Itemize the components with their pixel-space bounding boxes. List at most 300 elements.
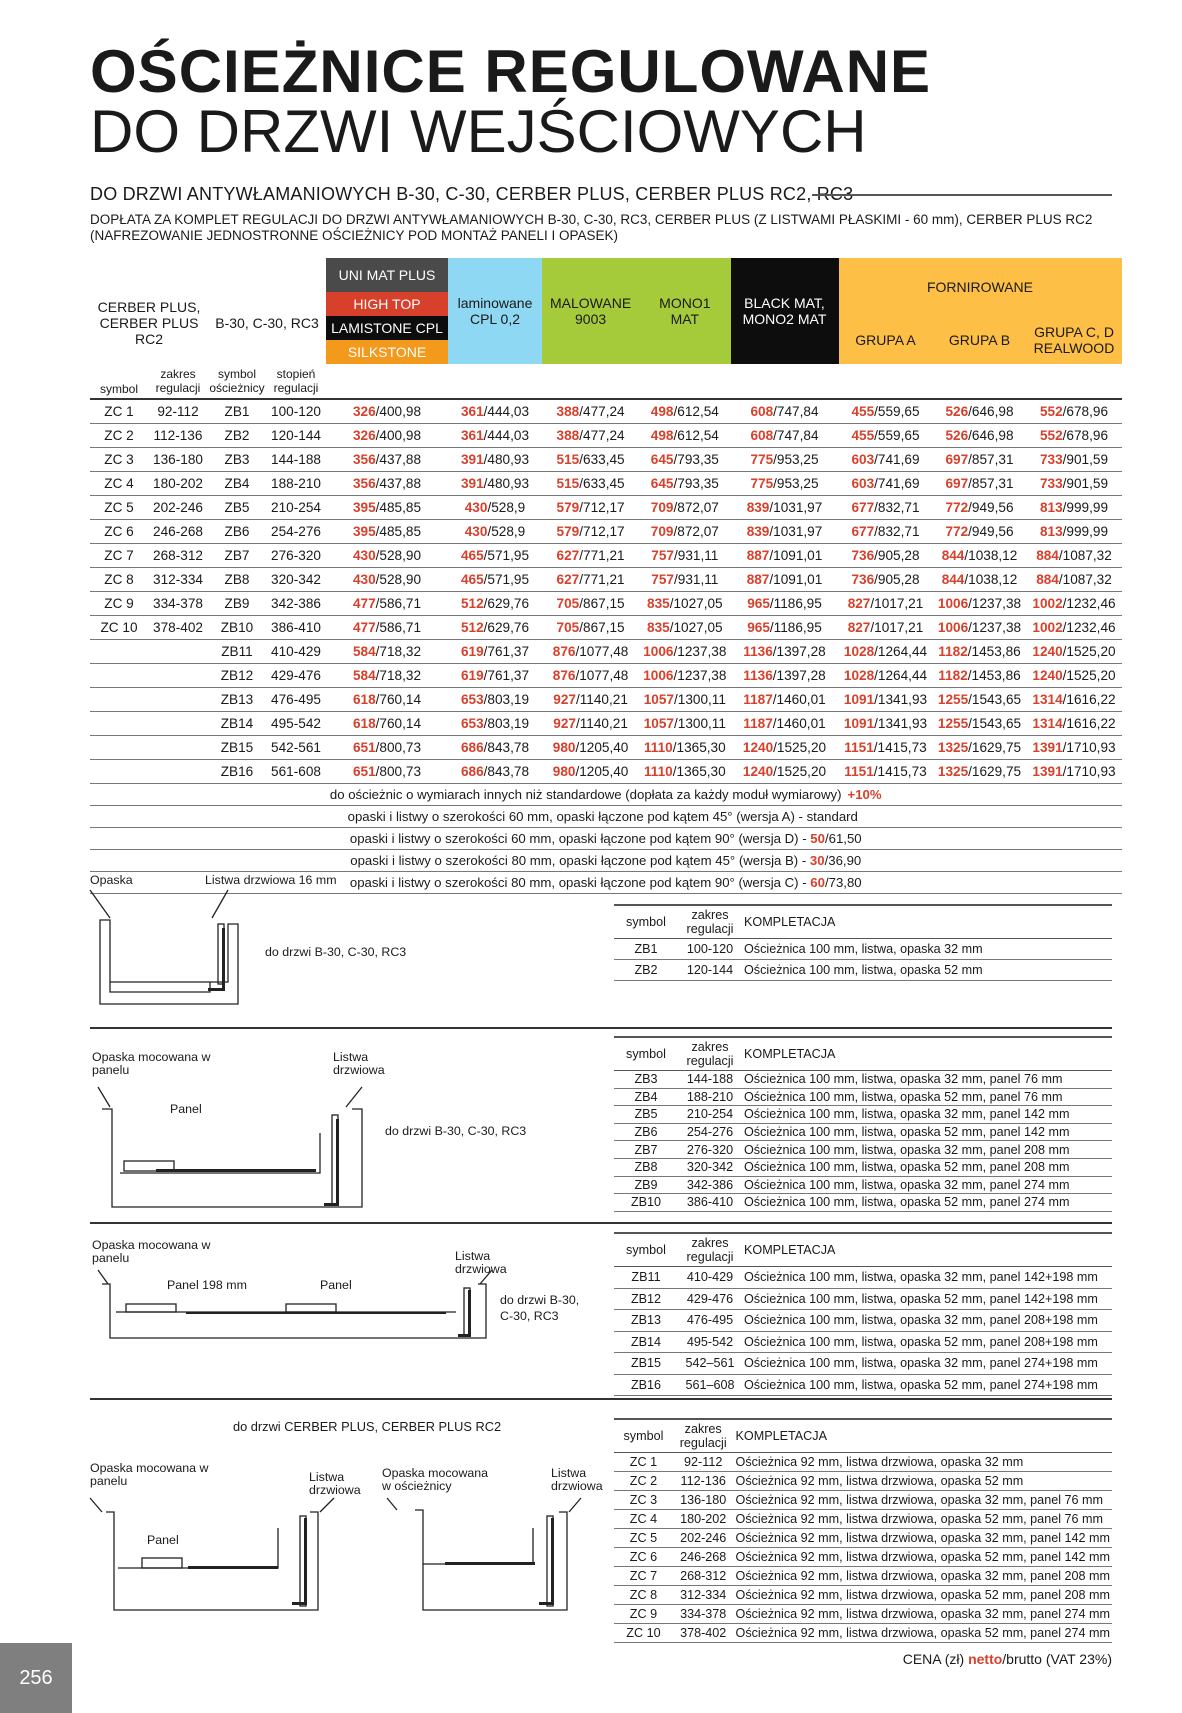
range-zb: 561-608 — [266, 760, 326, 784]
price-brutto: /1264,44 — [874, 668, 928, 683]
price-row — [90, 568, 1122, 592]
price-cell — [448, 520, 542, 544]
price-netto: 1255 — [937, 692, 969, 707]
price-cell — [933, 760, 1027, 784]
price-cell — [326, 760, 448, 784]
price-cell — [731, 568, 839, 592]
price-netto: 579 — [556, 524, 580, 539]
price-cell — [326, 664, 448, 688]
kit-symbol: ZB16 — [614, 1374, 678, 1396]
price-netto: 927 — [553, 716, 576, 731]
symbol-zb: ZB9 — [208, 592, 266, 616]
kit-range: 92-112 — [673, 1453, 734, 1472]
price-cell — [933, 568, 1027, 592]
price-cell — [448, 760, 542, 784]
price-brutto: /678,96 — [1062, 404, 1109, 419]
symbol-zb: ZB1 — [208, 399, 266, 424]
kit-header-kompletacja: KOMPLETACJA — [742, 905, 1112, 939]
price-cell — [639, 760, 730, 784]
symbol-zb: ZB12 — [208, 664, 266, 688]
price-netto: 697 — [945, 476, 969, 491]
price-brutto: /1205,40 — [575, 764, 629, 779]
kit-range: 320-342 — [678, 1158, 742, 1176]
header-high-top: HIGH TOP — [326, 292, 448, 316]
price-brutto: /437,88 — [375, 476, 422, 491]
price-netto: 552 — [1039, 404, 1063, 419]
price-netto: 1002 — [1032, 596, 1063, 611]
price-netto: 1391 — [1032, 740, 1063, 755]
price-brutto: /586,71 — [375, 596, 422, 611]
price-cell — [839, 544, 933, 568]
kit-symbol: ZC 2 — [614, 1472, 673, 1491]
kit-range: 495-542 — [678, 1331, 742, 1353]
kit-range: 542–561 — [678, 1353, 742, 1375]
range-zb: 100-120 — [266, 399, 326, 424]
symbol-zc — [90, 760, 148, 784]
kit-row — [614, 1123, 1112, 1141]
price-brutto: /931,11 — [673, 548, 719, 563]
price-cell — [448, 664, 542, 688]
price-netto: 477 — [352, 620, 376, 635]
symbol-zb: ZB5 — [208, 496, 266, 520]
price-cell — [542, 640, 639, 664]
price-cell — [731, 448, 839, 472]
price-netto: 515 — [556, 452, 580, 467]
price-brutto: /803,19 — [483, 692, 530, 707]
price-cell — [542, 592, 639, 616]
kit-row — [614, 1624, 1112, 1643]
price-cell — [839, 736, 933, 760]
price-netto: 835 — [647, 596, 670, 611]
price-netto: 772 — [945, 500, 969, 515]
price-brutto: /1415,73 — [873, 740, 927, 755]
range-zb: 188-210 — [266, 472, 326, 496]
price-cell — [731, 688, 839, 712]
price-brutto: /1365,30 — [672, 764, 726, 779]
price-netto: 455 — [851, 428, 875, 443]
frame-diagram-1 — [88, 888, 248, 1006]
price-netto: 645 — [650, 476, 674, 491]
symbol-zc: ZC 2 — [90, 424, 148, 448]
price-cell — [639, 544, 730, 568]
kit-range: 144-188 — [678, 1071, 742, 1089]
price-cell — [326, 424, 448, 448]
label-panel-198: Panel 198 mm — [167, 1278, 247, 1292]
kit-symbol: ZB13 — [614, 1310, 678, 1332]
price-brutto: /1140,21 — [575, 692, 628, 707]
price-brutto: /1077,48 — [575, 668, 629, 683]
price-netto: 677 — [851, 524, 875, 539]
price-cell — [448, 568, 542, 592]
price-brutto: /760,14 — [375, 692, 422, 707]
price-brutto: /400,98 — [375, 404, 422, 419]
price-cell — [639, 688, 730, 712]
price-netto: 1028 — [843, 644, 875, 659]
price-cell — [1027, 496, 1122, 520]
price-cell — [542, 712, 639, 736]
price-brutto: /843,78 — [483, 740, 530, 755]
kit-symbol: ZC 7 — [614, 1567, 673, 1586]
surcharge-row — [90, 828, 1122, 850]
price-netto: 603 — [851, 452, 875, 467]
kit-header-kompletacja: KOMPLETACJA — [734, 1419, 1112, 1453]
price-cell — [448, 472, 542, 496]
kit-description: Ościeżnica 92 mm, listwa drzwiowa, opaska 52 mm, panel 208 mm — [734, 1586, 1112, 1605]
price-cell — [1027, 616, 1122, 640]
price-brutto: /1543,65 — [968, 692, 1022, 707]
range-zc — [148, 664, 208, 688]
price-cell — [542, 520, 639, 544]
price-cell — [839, 399, 933, 424]
kit-header-symbol: symbol — [614, 1419, 673, 1453]
price-cell — [639, 496, 730, 520]
kit-row — [614, 1331, 1112, 1353]
price-brutto: /1237,38 — [968, 620, 1022, 635]
symbol-zb: ZB8 — [208, 568, 266, 592]
price-netto: 608 — [750, 404, 774, 419]
kit-symbol: ZC 9 — [614, 1605, 673, 1624]
price-netto: 884 — [1036, 548, 1059, 563]
price-netto: 835 — [647, 620, 670, 635]
range-zb: 386-410 — [266, 616, 326, 640]
price-brutto: /1710,93 — [1062, 764, 1116, 779]
price-netto: 980 — [552, 764, 576, 779]
label-opaska-panel-3: Opaska mocowana w panelu — [92, 1238, 211, 1265]
price-brutto: /832,71 — [874, 500, 920, 515]
price-netto: 552 — [1039, 428, 1063, 443]
price-cell — [326, 736, 448, 760]
price-cell — [933, 640, 1027, 664]
price-cell — [542, 544, 639, 568]
price-netto: 498 — [650, 428, 674, 443]
price-netto: 1240 — [742, 740, 774, 755]
kit-symbol: ZB2 — [614, 960, 678, 981]
kit-range: 429-476 — [678, 1288, 742, 1310]
kit-description: Ościeżnica 100 mm, listwa, opaska 52 mm — [742, 960, 1112, 981]
label-doors-2: do drzwi B-30, C-30, RC3 — [385, 1124, 527, 1138]
kit-table-2 — [614, 1036, 1112, 1212]
kit-description: Ościeżnica 92 mm, listwa drzwiowa, opaska 32 mm, panel 142 mm — [734, 1529, 1112, 1548]
price-netto: 1002 — [1032, 620, 1063, 635]
price-netto: 1391 — [1032, 764, 1063, 779]
price-cell — [731, 736, 839, 760]
range-zb: 144-188 — [266, 448, 326, 472]
price-netto: 827 — [847, 596, 871, 611]
label-listwa-2: Listwa drzwiowa — [333, 1050, 385, 1077]
price-cell — [326, 544, 448, 568]
price-netto: 887 — [746, 548, 770, 563]
price-cell — [448, 640, 542, 664]
kit-header-row — [614, 1037, 1112, 1071]
kit-table-4 — [614, 1418, 1112, 1643]
price-brutto: /1543,65 — [968, 716, 1022, 731]
price-brutto: /712,17 — [579, 524, 625, 539]
range-zc: 112-136 — [148, 424, 208, 448]
symbol-zc: ZC 7 — [90, 544, 148, 568]
label-panel-4: Panel — [147, 1533, 179, 1547]
price-cell — [448, 496, 542, 520]
price-cell — [1027, 568, 1122, 592]
price-netto: 1110 — [643, 764, 673, 779]
price-brutto: /1031,97 — [769, 524, 823, 539]
price-brutto: /528,90 — [375, 572, 422, 587]
price-brutto: /1525,20 — [1062, 644, 1116, 659]
price-brutto: /905,28 — [874, 548, 920, 563]
price-cell — [933, 472, 1027, 496]
section-rule-1 — [90, 1027, 1112, 1029]
range-zc — [148, 640, 208, 664]
price-brutto: /400,98 — [375, 428, 422, 443]
price-cell — [731, 592, 839, 616]
price-netto: 839 — [746, 500, 770, 515]
price-row — [90, 712, 1122, 736]
price-cell — [448, 399, 542, 424]
header-mono1: MONO1 MAT — [639, 258, 730, 364]
price-row — [90, 424, 1122, 448]
kit-range: 210-254 — [678, 1106, 742, 1124]
price-netto: 512 — [460, 620, 484, 635]
header-black-mat: BLACK MAT, MONO2 MAT — [731, 258, 839, 364]
label-panel-2: Panel — [170, 1102, 202, 1116]
range-zc: 180-202 — [148, 472, 208, 496]
price-row — [90, 760, 1122, 784]
price-brutto: /1031,97 — [769, 500, 823, 515]
price-netto: 1314 — [1032, 716, 1063, 731]
price-cell — [839, 616, 933, 640]
kit-symbol: ZB12 — [614, 1288, 678, 1310]
price-cell — [731, 712, 839, 736]
label-doors-3: do drzwi B-30, C-30, RC3 — [500, 1293, 580, 1323]
price-brutto: /629,76 — [483, 596, 530, 611]
price-brutto: /485,85 — [375, 524, 422, 539]
price-cell — [731, 760, 839, 784]
kit-row — [614, 939, 1112, 960]
price-netto: 579 — [556, 500, 580, 515]
price-netto: 653 — [460, 716, 484, 731]
kit-row — [614, 1529, 1112, 1548]
range-zc — [148, 712, 208, 736]
kit-header-row — [614, 1233, 1112, 1267]
price-cell — [933, 616, 1027, 640]
price-netto: 356 — [352, 476, 376, 491]
price-cell — [448, 712, 542, 736]
kit-description: Ościeżnica 100 mm, listwa, opaska 52 mm, panel 208 mm — [742, 1158, 1112, 1176]
price-brutto: /872,07 — [673, 524, 719, 539]
price-cell — [1027, 664, 1122, 688]
kit-table-1 — [614, 904, 1112, 981]
price-brutto: /477,24 — [579, 428, 625, 443]
price-brutto: /1453,86 — [967, 644, 1021, 659]
price-cell — [1027, 640, 1122, 664]
price-brutto: /712,17 — [579, 500, 625, 515]
price-netto: 512 — [460, 596, 484, 611]
kit-symbol: ZC 1 — [614, 1453, 673, 1472]
price-brutto: /1087,32 — [1058, 572, 1112, 587]
price-netto: 1151 — [844, 764, 874, 779]
kit-description: Ościeżnica 100 mm, listwa, opaska 32 mm, panel 208+198 mm — [742, 1310, 1112, 1332]
price-brutto: /1077,48 — [575, 644, 629, 659]
price-row — [90, 496, 1122, 520]
surcharge-row — [90, 784, 1122, 806]
price-brutto: /1300,11 — [674, 716, 726, 731]
kit-range: 276-320 — [678, 1141, 742, 1159]
price-netto: 361 — [460, 428, 484, 443]
page-title-line2: DO DRZWI WEJŚCIOWYCH — [90, 98, 867, 165]
price-brutto: /1460,01 — [772, 716, 826, 731]
price-cell — [542, 568, 639, 592]
kit-row — [614, 1267, 1112, 1289]
price-cell — [448, 736, 542, 760]
price-row — [90, 544, 1122, 568]
range-zb: 120-144 — [266, 424, 326, 448]
price-netto: 1240 — [742, 764, 774, 779]
price-legend: CENA (zł) netto/brutto (VAT 23%) — [902, 1651, 1112, 1667]
price-netto: 844 — [941, 548, 965, 563]
surcharge-text: opaski i listwy o szerokości 80 mm, opaski łączone pod kątem 45° (wersja B) - — [350, 853, 810, 868]
subtitle-rule — [812, 194, 1112, 196]
kit-table-3 — [614, 1232, 1112, 1396]
price-brutto: /1237,38 — [673, 668, 727, 683]
price-brutto: /718,32 — [375, 668, 422, 683]
price-row — [90, 472, 1122, 496]
price-cell — [639, 592, 730, 616]
symbol-zb: ZB2 — [208, 424, 266, 448]
price-cell — [839, 448, 933, 472]
price-netto: 772 — [945, 524, 969, 539]
price-cell — [731, 640, 839, 664]
price-cell — [639, 448, 730, 472]
frame-diagram-4b — [385, 1496, 585, 1618]
range-zb: 429-476 — [266, 664, 326, 688]
price-row — [90, 592, 1122, 616]
price-brutto: /586,71 — [375, 620, 422, 635]
price-netto: 526 — [945, 404, 969, 419]
kit-row — [614, 1088, 1112, 1106]
price-cell — [1027, 520, 1122, 544]
symbol-zc: ZC 9 — [90, 592, 148, 616]
price-cell — [1027, 399, 1122, 424]
price-netto: 736 — [851, 548, 875, 563]
kit-symbol: ZB9 — [614, 1176, 678, 1194]
price-row — [90, 640, 1122, 664]
kit-header-symbol: symbol — [614, 1233, 678, 1267]
kit-description: Ościeżnica 100 mm, listwa, opaska 32 mm — [742, 939, 1112, 960]
price-cell — [542, 616, 639, 640]
kit-symbol: ZB11 — [614, 1267, 678, 1289]
price-brutto: /901,59 — [1062, 452, 1109, 467]
kit-header-zakres: zakres regulacji — [678, 1233, 742, 1267]
price-brutto: /793,35 — [673, 452, 719, 467]
price-netto: 965 — [747, 596, 770, 611]
kit-symbol: ZB5 — [614, 1106, 678, 1124]
price-brutto: /905,28 — [874, 572, 920, 587]
price-brutto: /1415,73 — [873, 764, 927, 779]
price-cell — [542, 736, 639, 760]
label-listwa-16: Listwa drzwiowa 16 mm — [205, 873, 337, 887]
price-netto: 677 — [851, 500, 875, 515]
header-silkstone: SILKSTONE — [326, 340, 448, 364]
price-brutto: /480,93 — [483, 476, 530, 491]
price-brutto: /843,78 — [483, 764, 530, 779]
range-zc: 202-246 — [148, 496, 208, 520]
price-cell — [326, 472, 448, 496]
kit-symbol: ZB3 — [614, 1071, 678, 1089]
range-zb: 320-342 — [266, 568, 326, 592]
price-cell — [639, 736, 730, 760]
page-number: 256 — [0, 1643, 72, 1713]
kit-description: Ościeżnica 92 mm, listwa drzwiowa, opaska 52 mm — [734, 1472, 1112, 1491]
price-brutto: /528,9 — [487, 500, 526, 515]
price-brutto: /559,65 — [874, 428, 920, 443]
kit-symbol: ZC 3 — [614, 1491, 673, 1510]
price-brutto: /1341,93 — [874, 692, 928, 707]
kit-row — [614, 1472, 1112, 1491]
symbol-zc — [90, 736, 148, 760]
symbol-zb: ZB10 — [208, 616, 266, 640]
kit-row — [614, 1453, 1112, 1472]
price-cell — [1027, 760, 1122, 784]
kit-row — [614, 1491, 1112, 1510]
price-cell — [448, 592, 542, 616]
price-netto: 887 — [746, 572, 770, 587]
price-netto: 356 — [352, 452, 376, 467]
price-brutto: /867,15 — [579, 596, 625, 611]
price-netto: 326 — [352, 404, 376, 419]
price-brutto: /1616,22 — [1062, 716, 1116, 731]
price-cell — [933, 399, 1027, 424]
price-brutto: /1140,21 — [575, 716, 628, 731]
kit-description: Ościeżnica 92 mm, listwa drzwiowa, opaska 32 mm, panel 76 mm — [734, 1491, 1112, 1510]
price-brutto: /747,84 — [773, 428, 819, 443]
price-brutto: /1232,46 — [1062, 596, 1116, 611]
price-cell — [448, 448, 542, 472]
price-brutto: /559,65 — [874, 404, 920, 419]
symbol-zc: ZC 8 — [90, 568, 148, 592]
symbol-zc — [90, 688, 148, 712]
price-brutto: /629,76 — [483, 620, 530, 635]
header-cerber: CERBER PLUS, CERBER PLUS RC2 — [97, 299, 201, 347]
price-netto: 876 — [552, 644, 576, 659]
kit-range: 254-276 — [678, 1123, 742, 1141]
kit-range: 386-410 — [678, 1194, 742, 1212]
kit-row — [614, 1586, 1112, 1605]
price-netto: 733 — [1039, 452, 1063, 467]
range-zb: 276-320 — [266, 544, 326, 568]
price-cell — [639, 399, 730, 424]
price-cell — [839, 496, 933, 520]
price-brutto: /1186,95 — [769, 620, 822, 635]
price-table — [90, 258, 1122, 894]
price-netto: 813 — [1039, 524, 1063, 539]
range-zb: 342-386 — [266, 592, 326, 616]
kit-symbol: ZB8 — [614, 1158, 678, 1176]
price-row — [90, 664, 1122, 688]
price-brutto: /437,88 — [375, 452, 422, 467]
price-brutto: /771,21 — [579, 572, 625, 587]
price-netto: 1136 — [743, 644, 773, 659]
price-brutto: /949,56 — [968, 524, 1014, 539]
price-brutto: /1341,93 — [874, 716, 928, 731]
price-row — [90, 688, 1122, 712]
header-grupa-b: GRUPA B — [933, 316, 1027, 364]
symbol-zb: ZB3 — [208, 448, 266, 472]
price-brutto: /1629,75 — [968, 764, 1022, 779]
kit-row — [614, 1158, 1112, 1176]
kit-symbol: ZB7 — [614, 1141, 678, 1159]
price-netto: 927 — [553, 692, 576, 707]
surcharge-value: 30 — [809, 853, 825, 868]
range-zb: 476-495 — [266, 688, 326, 712]
